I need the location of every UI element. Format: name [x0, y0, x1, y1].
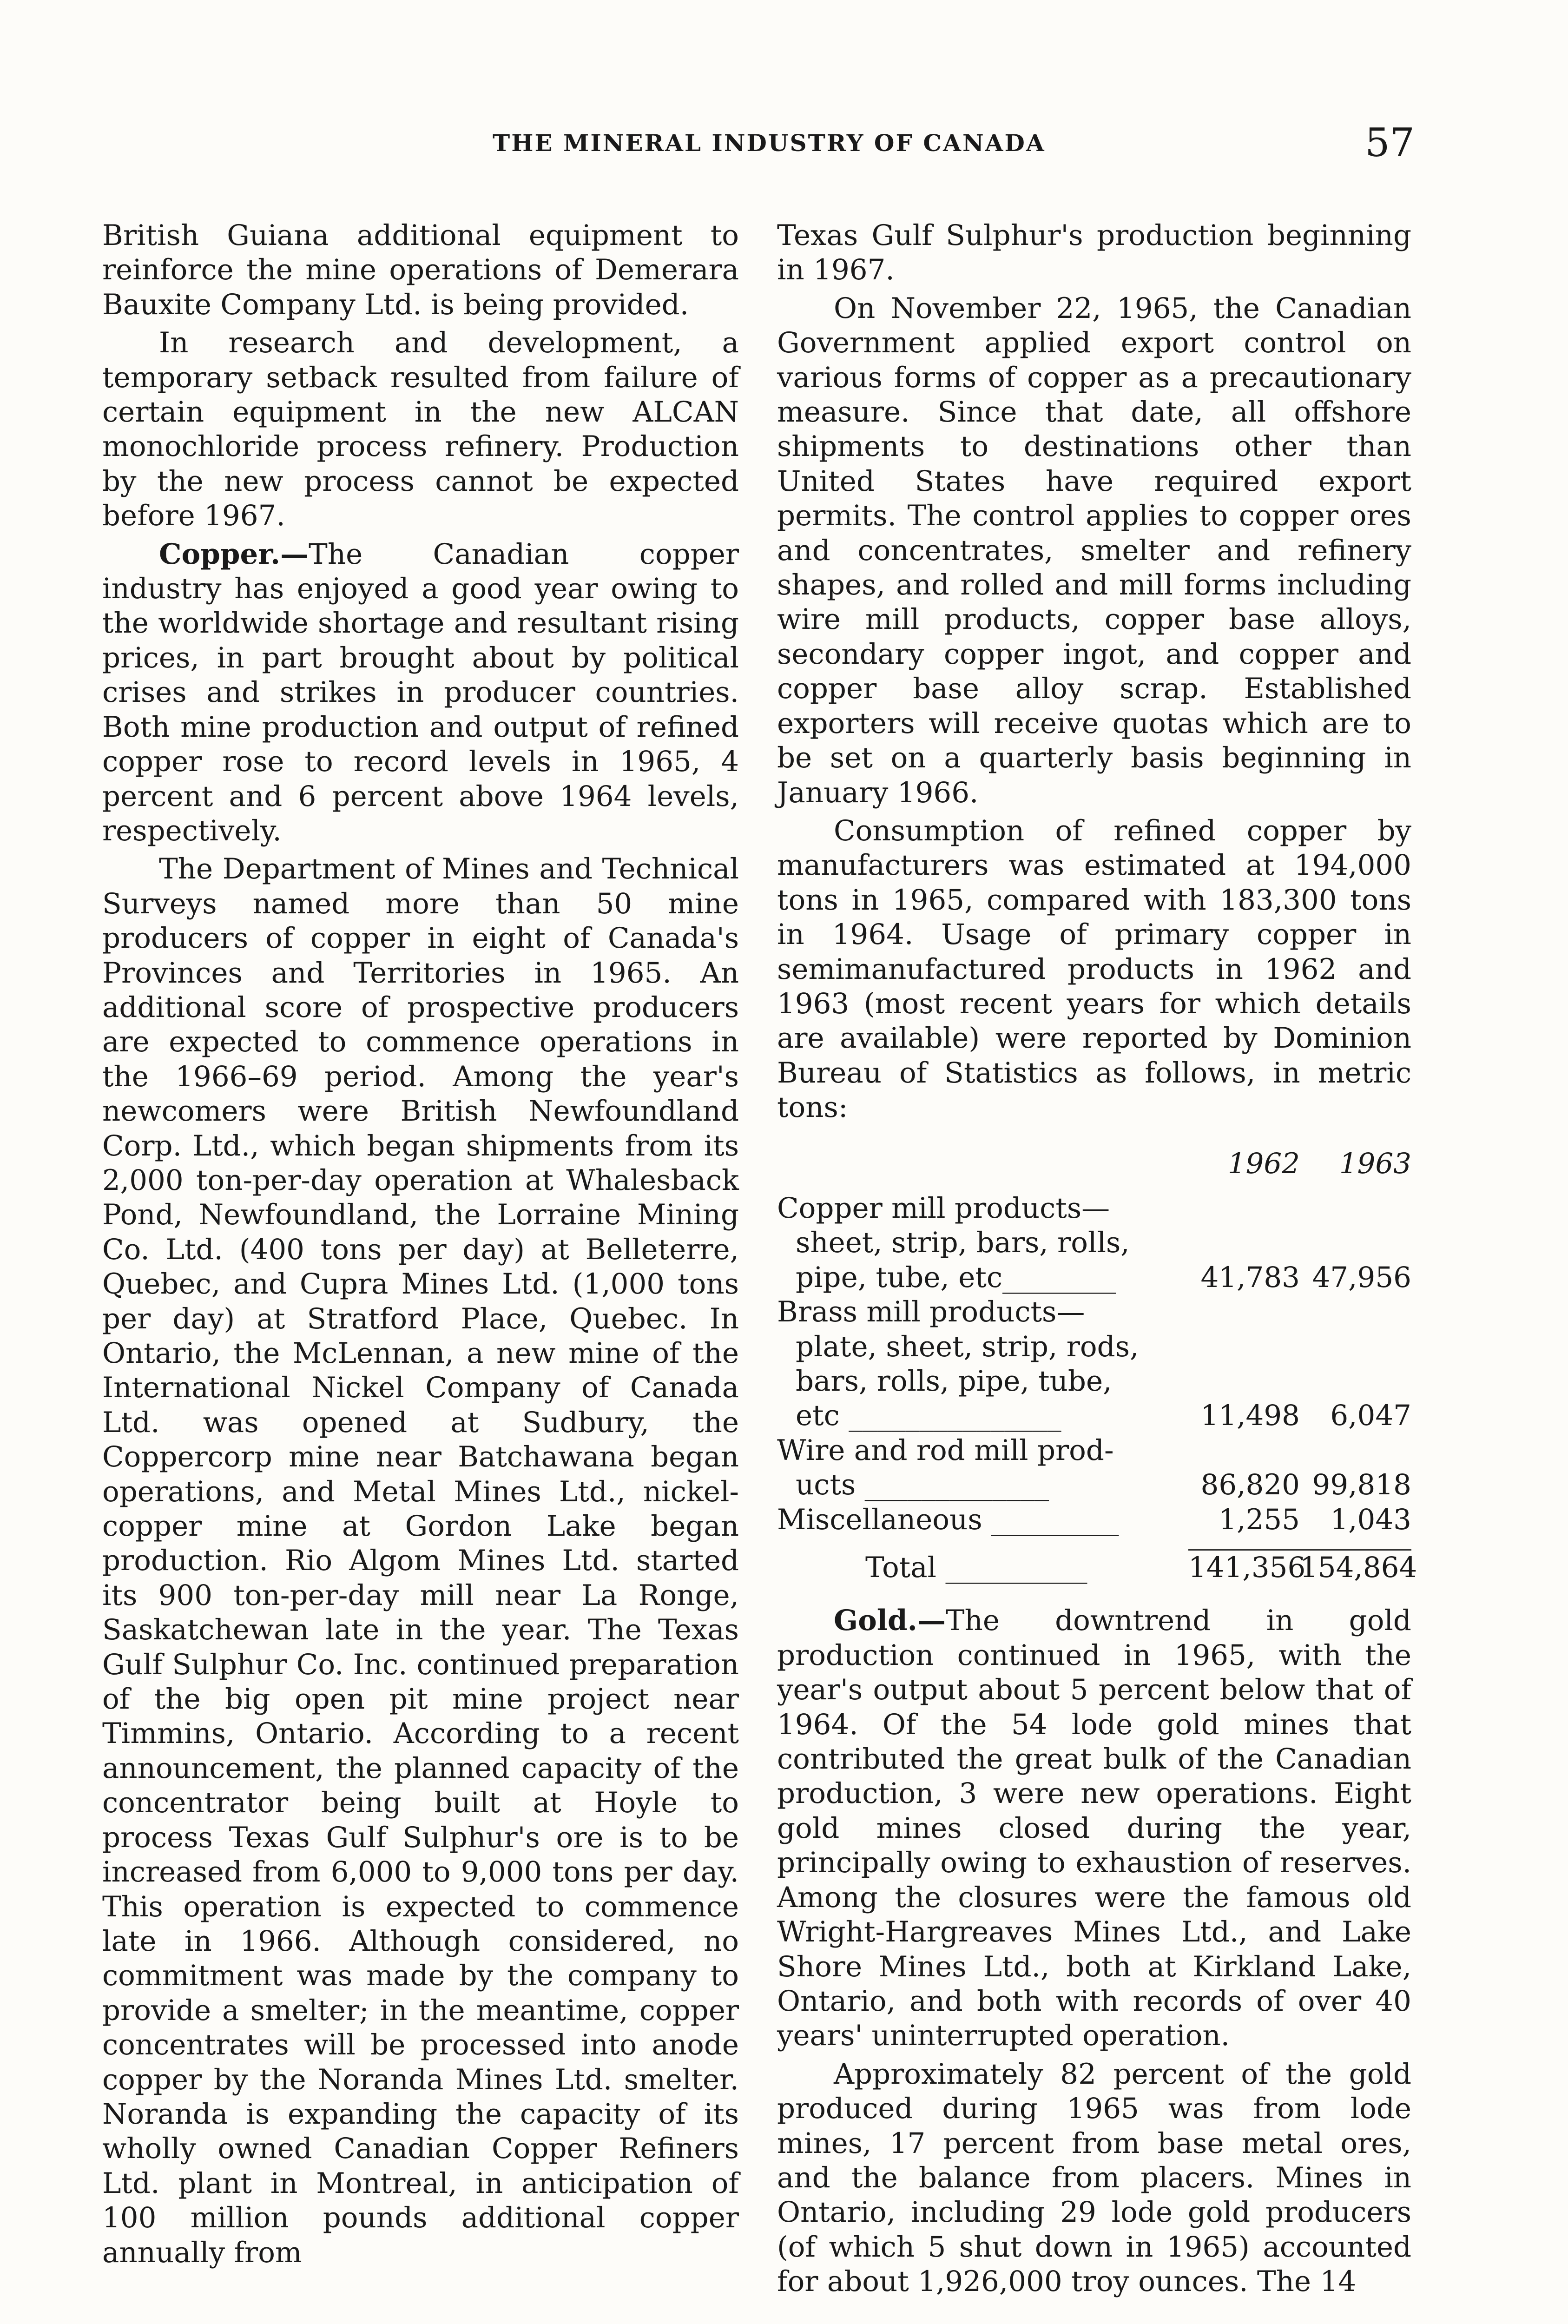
total-label: Total __________ [865, 1551, 1087, 1585]
value-1963: 1,043 [1330, 1503, 1411, 1536]
value-1963: 6,047 [1330, 1399, 1411, 1433]
running-title: THE MINERAL INDUSTRY OF CANADA [493, 129, 1046, 157]
paragraph: Copper.—The Canadian copper industry has enjoyed a good year owing to the worldwide shortage and resultant rising prices, in part brought about by political crises and strikes in producer countries. Both mine production and output of refined copper rose to record levels in 1965, 4 percent and 6 percent above 1964 levels, respectively. [102, 537, 739, 847]
row-label: Brass mill products— plate, sheet, strip, rods, bars, rolls, pipe, tube, etc _______________ [777, 1295, 1139, 1433]
paragraph: On November 22, 1965, the Canadian Government applied export control on various forms of copper as a precautionary measure. Since that date, all offshore shipments to destinations other than United States have required export permits. The control applies to copper ores and concentrates, smelter and refinery shapes, and rolled and mill forms including wire mill products, copper base alloys, secondary copper ingot, and copper and copper base alloy scrap. Established exporters will receive quotas which are to be set on a quarterly basis beginning in January 1966. [777, 291, 1411, 809]
total-1962: 141,356 [1188, 1549, 1300, 1585]
column-header-1963: 1963 [1339, 1147, 1411, 1180]
paragraph: In research and development, a temporary setback resulted from failure of certain equipment in the new ALCAN monochloride process refinery. Production by the new process cannot be expected before 1967. [102, 326, 739, 533]
value-1962: 86,820 [1200, 1468, 1300, 1502]
table-row [777, 1433, 1411, 1503]
table-header [777, 1147, 1411, 1181]
paragraph: Texas Gulf Sulphur's production beginning in 1967. [777, 219, 1411, 287]
page-number: 57 [1365, 120, 1415, 165]
table-row [777, 1503, 1411, 1537]
row-label: Wire and rod mill prod- ucts _____________ [777, 1433, 1114, 1502]
table-row [777, 1191, 1411, 1295]
value-1962: 11,498 [1200, 1399, 1300, 1433]
paragraph: Consumption of refined copper by manufacturers was estimated at 194,000 tons in 1965, compared with 183,300 tons in 1964. Usage of primary copper in semimanufactured products in 1962 and 1963 (most recent years for which details are available) were reported by Dominion Bureau of Statistics as follows, in metric tons: [777, 814, 1411, 1124]
left-column [102, 218, 739, 2270]
gold-heading: Gold.— [834, 1604, 946, 1637]
paragraph: British Guiana additional equipment to reinforce the mine operations of Demerara Bauxite Company Ltd. is being provided. [102, 219, 739, 321]
value-1963: 47,956 [1312, 1261, 1411, 1294]
right-column [777, 218, 1417, 2299]
row-label: Copper mill products— sheet, strip, bars, rolls, pipe, tube, etc________ [777, 1191, 1130, 1294]
paragraph: The Department of Mines and Technical Surveys named more than 50 mine producers of copper in eight of Canada's Provinces and Territories in 1965. An additional score of prospective producers are expected to commence operations in the 1966–69 period. Among the year's newcomers were British Newfoundland Corp. Ltd., which began shipments from its 2,000 ton-per-day operation at Whalesback Pond, Newfoundland, the Lorraine Mining Co. Ltd. (400 tons per day) at Belleterre, Quebec, and Cupra Mines Ltd. (1,000 tons per day) at Stratford Place, Quebec. In Ontario, the McLennan, a new mine of the International Nickel Company of Canada Ltd. was opened at Sudbury, the Coppercorp mine near Batchawana began operations, and Metal Mines Ltd., nickel-copper mine at Gordon Lake began production. Rio Algom Mines Ltd. started its 900 ton-per-day mill near La Ronge, Saskatchewan late in the year. The Texas Gulf Sulphur Co. Inc. continued preparation of the big open pit mine project near Timmins, Ontario. According to a recent announcement, the planned capacity of the concentrator being built at Hoyle to process Texas Gulf Sulphur's ore is to be increased from 6,000 to 9,000 tons per day. This operation is expected to commence late in 1966. Although considered, no commitment was made by the company to provide a smelter; in the meantime, copper concentrates will be processed into anode copper by the Noranda Mines Ltd. smelter. Noranda is expanding the capacity of its wholly owned Canadian Copper Refiners Ltd. plant in Montreal, in anticipation of 100 million pounds additional copper annually from [102, 852, 739, 2269]
total-1963: 154,864 [1300, 1549, 1411, 1585]
table-row [777, 1295, 1411, 1433]
paragraph: Gold.—The downtrend in gold production continued in 1965, with the year's output about 5 percent below that of 1964. Of the 54 lode gold mines that contributed the great bulk of the Canadian production, 3 were new operations. Eight gold mines closed during the year, principally owing to exhaustion of reserves. Among the closures were the famous old Wright-Hargreaves Mines Ltd., and Lake Shore Mines Ltd., both at Kirkland Lake, Ontario, and both with records of over 40 years' uninterrupted operation. [777, 1604, 1411, 2053]
paragraph: Approximately 82 percent of the gold produced during 1965 was from lode mines, 17 percent from base metal ores, and the balance from placers. Mines in Ontario, including 29 lode gold producers (of which 5 shut down in 1965) accounted for about 1,926,000 troy ounces. The 14 [777, 2057, 1411, 2298]
copper-heading: Copper.— [159, 537, 309, 571]
row-label: Miscellaneous _________ [777, 1503, 1119, 1536]
column-header-1962: 1962 [1227, 1147, 1300, 1180]
copper-usage-table [777, 1147, 1417, 1585]
value-1962: 41,783 [1200, 1261, 1300, 1294]
value-1962: 1,255 [1219, 1503, 1300, 1536]
table-total-row [777, 1549, 1417, 1585]
page-header [0, 120, 1568, 166]
value-1963: 99,818 [1312, 1468, 1411, 1502]
